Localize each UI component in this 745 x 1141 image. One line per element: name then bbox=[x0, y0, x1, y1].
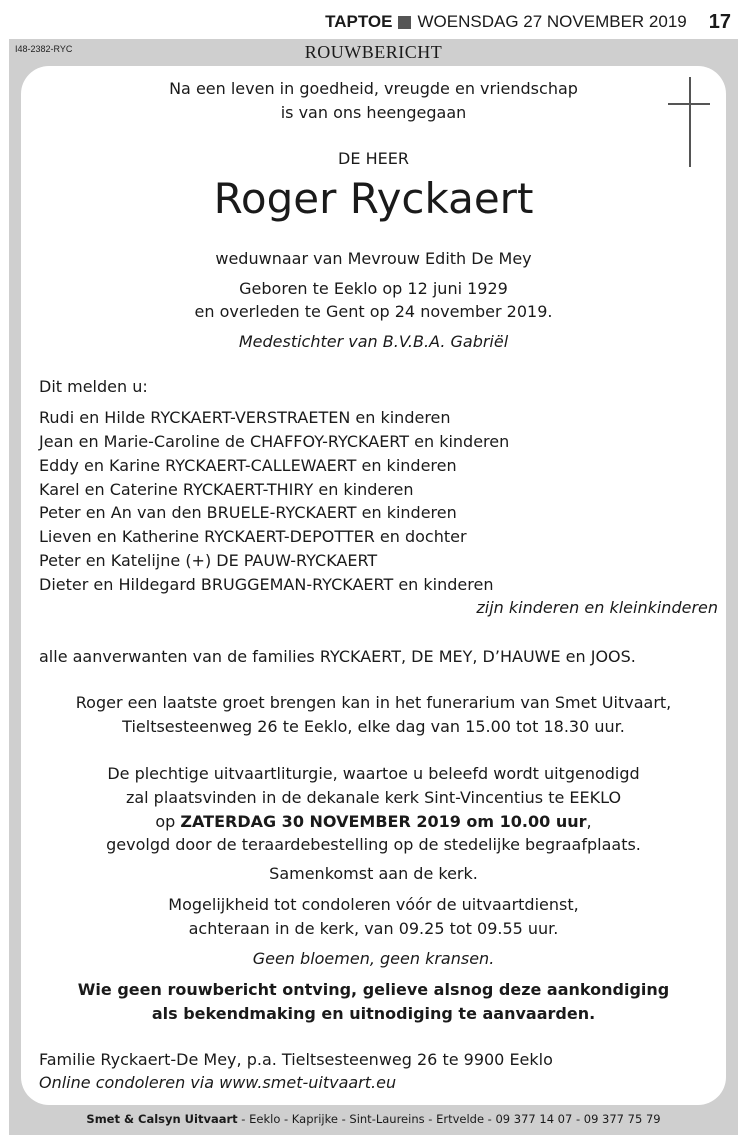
honorific: DE HEER bbox=[338, 149, 409, 168]
funeral-date-prefix: op bbox=[155, 812, 181, 831]
deceased-name: Roger Ryckaert bbox=[213, 174, 534, 223]
visit-line: Roger een laatste groet brengen kan in het funerarium van Smet Uitvaart, bbox=[75, 693, 672, 712]
undertaker-footer bbox=[9, 1112, 738, 1126]
undertaker-details: - Eeklo - Kaprijke - Sint-Laureins - Ertvelde - 09 377 14 07 - 09 377 75 79 bbox=[237, 1112, 661, 1126]
obituary-frame bbox=[9, 39, 738, 1135]
contact-line: Familie Ryckaert-De Mey, p.a. Tieltsesteenweg 26 te 9900 Eeklo bbox=[39, 1050, 553, 1069]
announce-line: Dit melden u: bbox=[39, 377, 148, 396]
intro-line: is van ons heengegaan bbox=[280, 103, 467, 122]
flowers-line: Geen bloemen, geen kransen. bbox=[252, 949, 495, 968]
family-member: Rudi en Hilde RYCKAERT-VERSTRAETEN en kinderen bbox=[39, 408, 451, 427]
newspaper-name: TAPTOE bbox=[325, 12, 393, 31]
funeral-date-suffix: , bbox=[586, 812, 592, 831]
family-note: zijn kinderen en kleinkinderen bbox=[476, 598, 718, 617]
funeral-line: gevolgd door de teraardebestelling op de stedelijke begraafplaats. bbox=[106, 835, 641, 854]
condolence-line: achteraan in de kerk, van 09.25 tot 09.55 uur. bbox=[188, 919, 559, 938]
online-condolence-line: Online condoleren via www.smet-uitvaart.eu bbox=[39, 1073, 397, 1092]
page-number: 17 bbox=[708, 10, 731, 33]
condolence-line: Mogelijkheid tot condoleren vóór de uitvaartdienst, bbox=[168, 895, 579, 914]
undertaker-name: Smet & Calsyn Uitvaart bbox=[86, 1112, 238, 1126]
notice-line: als bekendmaking en uitnodiging te aanvaarden. bbox=[151, 1004, 596, 1023]
funeral-date: ZATERDAG 30 NOVEMBER 2019 om 10.00 uur bbox=[180, 812, 587, 831]
newspaper-header bbox=[325, 10, 731, 34]
square-bullet-icon bbox=[398, 16, 411, 29]
founder-line: Medestichter van B.V.B.A. Gabriël bbox=[238, 332, 509, 351]
relatives-line: alle aanverwanten van de families RYCKAERT, DE MEY, D’HAUWE en JOOS. bbox=[39, 647, 636, 666]
birth-line: Geboren te Eeklo op 12 juni 1929 bbox=[239, 279, 508, 298]
notice-line: Wie geen rouwbericht ontving, gelieve alsnog deze aankondiging bbox=[77, 980, 670, 999]
obituary-card bbox=[21, 66, 726, 1105]
death-line: en overleden te Gent op 24 november 2019. bbox=[194, 302, 553, 321]
widower-line: weduwnaar van Mevrouw Edith De Mey bbox=[215, 249, 532, 268]
family-member: Lieven en Katherine RYCKAERT-DEPOTTER en dochter bbox=[39, 527, 467, 546]
funeral-date-line bbox=[21, 811, 726, 833]
family-member: Peter en An van den BRUELE-RYCKAERT en kinderen bbox=[39, 503, 457, 522]
funeral-line: De plechtige uitvaartliturgie, waartoe u beleefd wordt uitgenodigd bbox=[107, 764, 640, 783]
ad-category: ROUWBERICHT bbox=[304, 42, 443, 62]
ad-reference: I48-2382-RYC bbox=[15, 44, 73, 54]
funeral-line: zal plaatsvinden in de dekanale kerk Sint-Vincentius te EEKLO bbox=[125, 788, 622, 807]
visit-line: Tieltsesteenweg 26 te Eeklo, elke dag van 15.00 tot 18.30 uur. bbox=[122, 717, 625, 736]
family-member: Dieter en Hildegard BRUGGEMAN-RYCKAERT en kinderen bbox=[39, 575, 494, 594]
intro-line: Na een leven in goedheid, vreugde en vriendschap bbox=[169, 79, 578, 98]
family-member: Eddy en Karine RYCKAERT-CALLEWAERT en kinderen bbox=[39, 456, 457, 475]
gathering-line: Samenkomst aan de kerk. bbox=[269, 864, 478, 883]
issue-date: WOENSDAG 27 NOVEMBER 2019 bbox=[417, 12, 687, 31]
family-member: Karel en Caterine RYCKAERT-THIRY en kinderen bbox=[39, 480, 414, 499]
family-member: Jean en Marie-Caroline de CHAFFOY-RYCKAERT en kinderen bbox=[39, 432, 510, 451]
family-member: Peter en Katelijne (+) DE PAUW-RYCKAERT bbox=[39, 551, 378, 570]
